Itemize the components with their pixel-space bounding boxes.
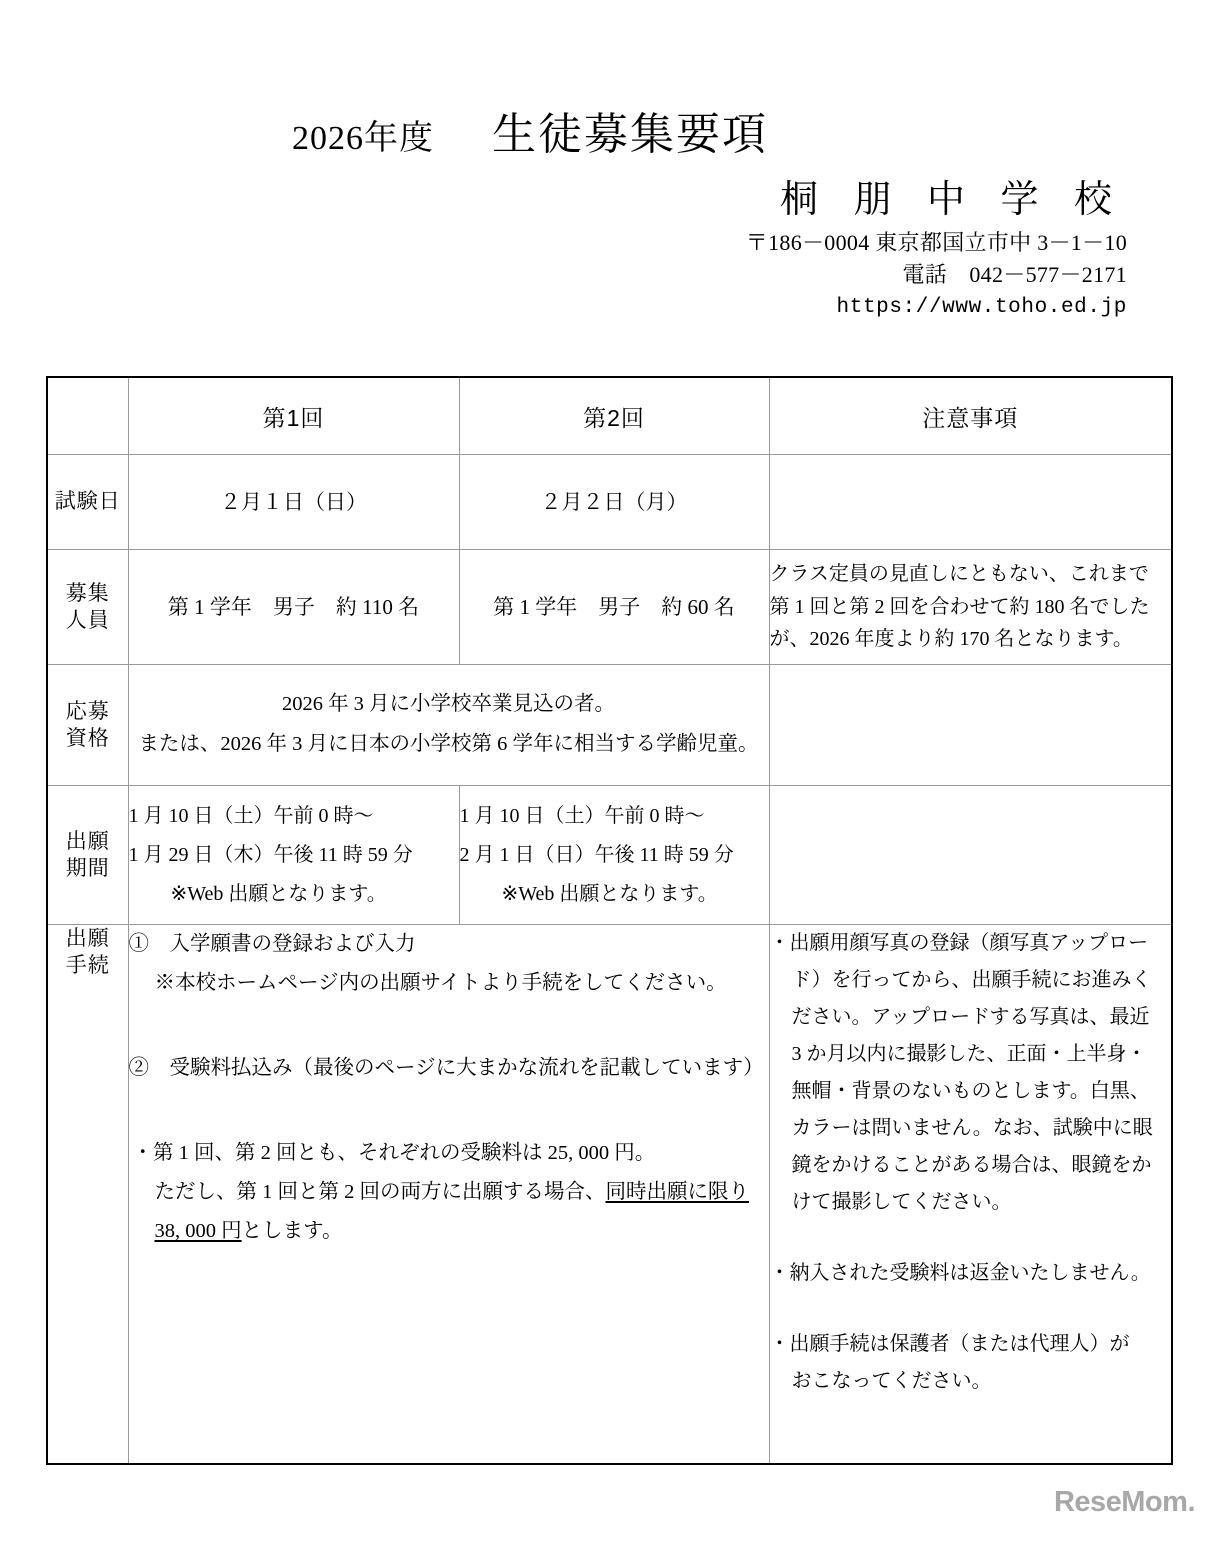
procedure-fee-line3-underlined: 38, 000 円 — [154, 1219, 242, 1242]
procedure-note-guardian-line1: ・出願手続は保護者（または代理人）が — [769, 1333, 1130, 1355]
period-first-line1: 1 月 10 日（土）午前 0 時～ — [128, 804, 374, 827]
table-row-exam-date — [47, 455, 1172, 550]
eligibility-line1: 2026 年 3 月に小学校卒業見込の者。 — [281, 693, 616, 716]
procedure-fee-line3-plain: とします。 — [241, 1219, 343, 1242]
exam-date-notes — [769, 455, 1172, 550]
procedure-note-photo-line2: ド）を行ってから、出願手続にお進みく — [791, 969, 1152, 991]
eligibility-notes — [769, 665, 1172, 786]
table-row-procedure — [47, 925, 1172, 1465]
page-title — [0, 98, 1060, 162]
procedure-steps — [128, 925, 769, 1465]
header-cell-first-session: 第1回 — [128, 377, 459, 455]
school-website: https://www.toho.ed.jp — [836, 295, 1127, 319]
quota-second: 第 1 学年 男子 約 60 名 — [459, 550, 769, 665]
row-label-exam-date: 試験日 — [47, 455, 128, 550]
title-main: 生徒募集要項 — [492, 110, 768, 159]
header-cell-second-session: 第2回 — [459, 377, 769, 455]
row-label-eligibility-line2: 資格 — [65, 727, 110, 750]
row-label-application-period — [47, 786, 128, 925]
procedure-note-photo-line5: 無帽・背景のないものとします。白黒、 — [791, 1080, 1150, 1102]
row-label-period-line2: 期間 — [65, 857, 110, 880]
procedure-step-2 — [129, 1049, 769, 1088]
procedure-fee-line2-plain: ただし、第 1 回と第 2 回の両方に出願する場合、 — [154, 1180, 606, 1203]
procedure-step2-title: ② 受験料払込み（最後のページに大まかな流れを記載しています） — [128, 1056, 764, 1079]
procedure-note-photo-line4: 3 か月以内に撮影した、正面・上半身・ — [791, 1043, 1147, 1065]
school-postal-address: 〒186－0004 東京都国立市中 3－1－10 — [745, 229, 1127, 255]
resemom-watermark — [1054, 1486, 1195, 1519]
procedure-step1-note: ※本校ホームページ内の出願サイトより手続をしてください。 — [154, 971, 727, 994]
watermark-text: ReseMom — [1053, 1486, 1188, 1518]
eligibility-content — [128, 665, 769, 786]
period-notes — [769, 786, 1172, 925]
procedure-note-refund — [770, 1255, 1172, 1292]
period-second-line1: 1 月 10 日（土）午前 0 時～ — [459, 804, 705, 827]
table-row-quota — [47, 550, 1172, 665]
exam-date-second: ２月２日（月） — [459, 455, 769, 550]
quota-notes-line1: クラス定員の見直しにともない、これまで — [769, 563, 1149, 586]
quota-notes-line2: 第 1 回と第 2 回を合わせて約 180 名でした — [769, 595, 1150, 618]
header-cell-blank — [47, 377, 128, 455]
procedure-note-refund-line1: ・納入された受験料は返金いたしません。 — [769, 1262, 1151, 1284]
procedure-step1-title: ① 入学願書の登録および入力 — [128, 933, 416, 955]
quota-first: 第 1 学年 男子 約 110 名 — [128, 550, 459, 665]
table-header-row — [47, 377, 1172, 455]
period-first — [128, 786, 459, 925]
school-name: 桐 朋 中 学 校 — [779, 179, 1125, 221]
procedure-fee-line1: ・第 1 回、第 2 回とも、それぞれの受験料は 25, 000 円。 — [132, 1141, 656, 1164]
admission-requirements-table — [46, 376, 1173, 1465]
header-cell-notes: 注意事項 — [769, 377, 1172, 455]
period-second — [459, 786, 769, 925]
period-second-line2: 2 月 1 日（日）午後 11 時 59 分 — [459, 843, 734, 866]
procedure-note-photo — [770, 925, 1172, 1221]
row-label-procedure-line1: 出願 — [65, 927, 110, 950]
procedure-note-photo-line1: ・出願用顔写真の登録（顔写真アップロー — [769, 932, 1149, 954]
row-label-procedure — [47, 925, 128, 1465]
watermark-suffix: . — [1187, 1486, 1195, 1518]
procedure-note-guardian — [770, 1326, 1172, 1400]
procedure-note-guardian-line2: おこなってください。 — [791, 1370, 992, 1392]
school-info-block — [746, 178, 1127, 323]
eligibility-line2: または、2026 年 3 月に日本の小学校第 6 学年に相当する学齢児童。 — [138, 733, 759, 755]
procedure-note-photo-line7: 鏡をかけることがある場合は、眼鏡をか — [791, 1154, 1152, 1176]
procedure-note-photo-line6: カラーは問いません。なお、試験中に眼 — [791, 1117, 1153, 1139]
procedure-fee-info — [129, 1134, 769, 1251]
procedure-fee-line3 — [129, 1212, 769, 1251]
table-row-eligibility — [47, 665, 1172, 786]
period-second-line3: ※Web 出願となります。 — [501, 882, 718, 905]
procedure-note-photo-line8: けて撮影してください。 — [791, 1191, 1012, 1213]
procedure-step-1 — [129, 925, 769, 1003]
row-label-eligibility — [47, 665, 128, 786]
quota-notes — [769, 550, 1172, 665]
exam-date-first: ２月１日（日） — [128, 455, 459, 550]
title-year: 2026年度 — [292, 120, 434, 157]
row-label-quota — [47, 550, 128, 665]
row-label-quota-line1: 募集 — [65, 581, 110, 605]
period-first-line3: ※Web 出願となります。 — [170, 882, 387, 905]
row-label-eligibility-line1: 応募 — [65, 699, 110, 723]
procedure-note-photo-line3: ださい。アップロードする写真は、最近 — [791, 1006, 1150, 1028]
quota-notes-line3: が、2026 年度より約 170 名となります。 — [769, 628, 1133, 651]
table-row-application-period — [47, 786, 1172, 925]
procedure-notes — [769, 925, 1172, 1465]
procedure-fee-line2 — [129, 1173, 769, 1212]
row-label-procedure-line2: 手続 — [65, 954, 110, 978]
row-label-period-line1: 出願 — [65, 829, 110, 853]
procedure-fee-line2-underlined: 同時出願に限り — [605, 1180, 749, 1203]
school-telephone: 電話 042－577－2171 — [902, 262, 1127, 288]
row-label-quota-line2: 人員 — [65, 609, 110, 632]
period-first-line2: 1 月 29 日（木）午後 11 時 59 分 — [128, 843, 413, 866]
